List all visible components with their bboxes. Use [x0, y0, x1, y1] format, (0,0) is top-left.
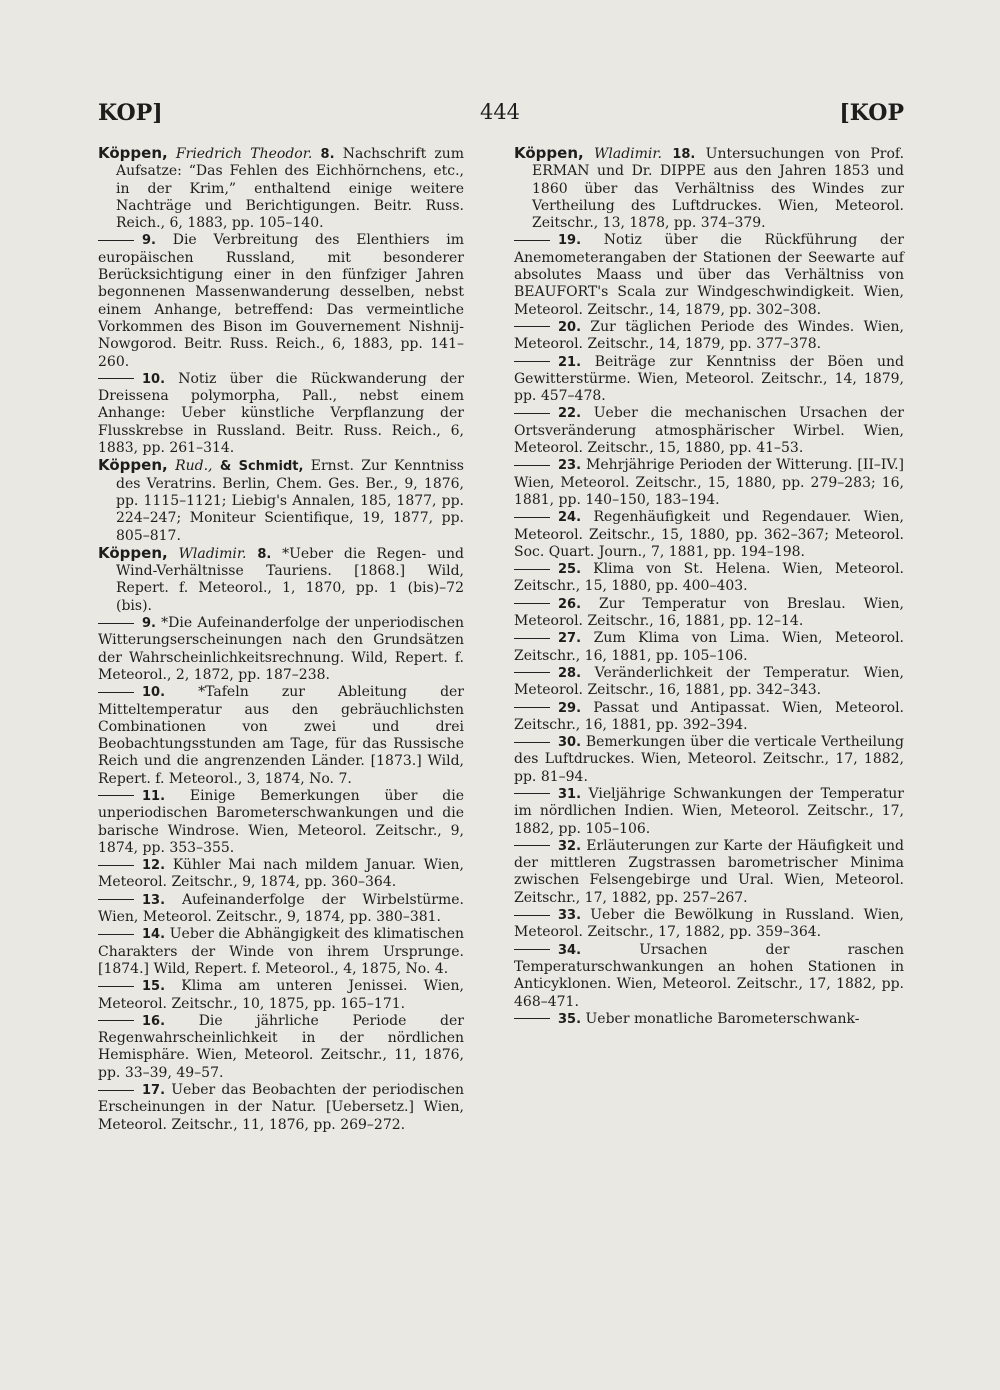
entry-text: Beiträge zur Kenntniss der Böen und Gewitterstürme. Wien, Meteorol. Zeitschr., 14, 1879, pp. 457–478. [514, 353, 904, 405]
bibliography-entry [98, 926, 464, 978]
ditto-dash [514, 240, 550, 241]
entry-number: 29. [558, 700, 582, 716]
bibliography-entry [514, 700, 904, 735]
entry-number: 17. [142, 1083, 166, 1099]
ditto-dash [514, 949, 550, 950]
entry-number: 31. [558, 786, 582, 802]
bibliography-entry [98, 978, 464, 1013]
bibliography-entry [514, 457, 904, 509]
bibliography-entry [514, 1011, 904, 1028]
entry-text: Ueber die Abhängigkeit des klimatischen Charakters der Winde von ihrem Ursprunge. [1874.] Wild, Repert. f. Meteorol., 4, 1875, No. 4. [98, 926, 465, 977]
entry-text: Ueber die Bewölkung in Russland. Wien, Meteorol. Zeitschr., 17, 1882, pp. 359–364. [514, 907, 904, 941]
entry-text: Regenhäufigkeit und Regendauer. Wien, Meteorol. Zeitschr., 15, 1880, pp. 362–367; Meteorol. Soc. Quart. Journ., 7, 1881, pp. 194–198. [514, 509, 905, 560]
entry-text: Notiz über die Rückwanderung der Dreissena polymorpha, Pall., nebst einem Anhange: Ueber künstliche Verpflanzung der Flusskrebse in Russland. Beitr. Russ. Reich., 6, 1883, pp. 261–314. [98, 370, 465, 457]
entry-number: 21. [558, 354, 582, 370]
entry-number: 9. [142, 616, 156, 632]
ditto-dash [514, 603, 550, 604]
entry-number: 34. [558, 942, 582, 958]
bibliography-entry [98, 684, 464, 788]
bibliography-entry [514, 838, 904, 907]
entry-number: 32. [558, 838, 582, 854]
entry-number: 25. [558, 562, 582, 578]
ditto-dash [514, 793, 550, 794]
bibliography-entry [514, 509, 904, 561]
entry-number: 20. [558, 319, 582, 335]
ditto-dash [514, 569, 550, 570]
entry-text: Ueber monatliche Barometerschwank- [585, 1010, 860, 1027]
entry-number: 19. [558, 233, 582, 249]
entry-text: Untersuchungen von Prof. ERMAN und Dr. DIPPE aus den Jahren 1853 und 1860 über das Verhältniss des Windes zur Vertheilung des Luftdruckes. Wien, Meteorol. Zeitschr., 13, 1878, pp. 374–379. [532, 146, 905, 232]
ditto-dash [98, 795, 134, 796]
bibliography-entry [514, 561, 904, 596]
entry-text: Ueber das Beobachten der periodischen Erscheinungen in der Natur. [Uebersetz.] Wien, Meteorol. Zeitschr., 11, 1876, pp. 269–272. [98, 1082, 465, 1133]
ditto-dash [514, 517, 550, 518]
ditto-dash [514, 915, 550, 916]
bibliography-entry [514, 907, 904, 942]
entry-text: Zur täglichen Periode des Windes. Wien, Meteorol. Zeitschr., 14, 1879, pp. 377–378. [514, 318, 904, 353]
right-column [514, 145, 904, 1028]
bibliography-entry [514, 786, 904, 838]
entry-text: Zum Klima von Lima. Wien, Meteorol. Zeitschr., 16, 1881, pp. 105–106. [514, 630, 905, 664]
ditto-dash [98, 865, 134, 866]
ditto-dash [514, 742, 550, 743]
author-given-name: Friedrich Theodor. [175, 146, 313, 162]
bibliography-entry [514, 665, 904, 700]
entry-number: 14. [142, 927, 166, 943]
author-given-name: Wladimir. [178, 545, 247, 562]
running-head-left: KOP] [98, 100, 163, 126]
bibliography-entry [98, 892, 464, 927]
bibliography-entry [98, 1082, 464, 1134]
ditto-dash [98, 899, 134, 900]
bibliography-entry [98, 145, 464, 232]
bibliography-entry [514, 734, 904, 786]
entry-number: 16. [142, 1013, 166, 1029]
ditto-dash [514, 672, 550, 673]
bibliography-entry [514, 319, 904, 354]
entry-number: 24. [558, 510, 582, 526]
bibliography-entry [98, 857, 464, 892]
entry-number: 10. [142, 685, 166, 701]
ditto-dash [514, 707, 550, 708]
bibliography-entry [514, 942, 904, 1011]
author-given-name: Wladimir. [594, 146, 663, 162]
entry-text: Ursachen der raschen Temperaturschwankungen an hohen Stationen in Anticyklonen. Wien, Meteorol. Zeitschr., 17, 1882, pp. 468–471. [514, 941, 904, 1010]
ditto-dash [98, 240, 134, 241]
entry-number: 22. [558, 406, 582, 422]
author-name: Köppen, [98, 543, 168, 562]
entry-text: Klima am unteren Jenissei. Wien, Meteorol. Zeitschr., 10, 1875, pp. 165–171. [98, 978, 465, 1012]
bibliography-entry [514, 145, 904, 232]
bibliography-entry [98, 615, 464, 684]
entry-number: 12. [142, 858, 166, 874]
entry-number: 28. [558, 665, 582, 681]
entry-text: Nachschrift zum Aufsatze: “Das Fehlen des Eichhörnchens, etc., in der Krim,” enthaltend einige weitere Nachträge und Berichtigungen. Beitr. Russ. Reich., 6, 1883, pp. 105–140. [116, 146, 465, 232]
page-number: 444 [479, 100, 521, 124]
entry-number: 30. [558, 735, 582, 751]
ditto-dash [98, 623, 134, 624]
ditto-dash [98, 692, 134, 693]
entry-text: Veränderlichkeit der Temperatur. Wien, Meteorol. Zeitschr., 16, 1881, pp. 342–343. [514, 664, 904, 699]
entry-text: Erläuterungen zur Karte der Häufigkeit und der mittleren Zugstrassen barometrischer Minima zwischen Felsengebirge und Ural. Wien, Meteorol. Zeitschr., 17, 1882, pp. 257–267. [514, 837, 905, 906]
entry-text: Vieljährige Schwankungen der Temperatur im nördlichen Indien. Wien, Meteorol. Zeitschr., 17, 1882, pp. 105–106. [514, 785, 904, 837]
bibliography-entry [514, 596, 904, 631]
author-name: Köppen, [98, 144, 168, 162]
author-given-name: Rud., [175, 458, 213, 475]
entry-number: & Schmidt, [219, 459, 304, 475]
bibliography-entry [98, 371, 464, 457]
entry-text: *Ueber die Regen- und Wind-Verhältnisse Tauriens. [1868.] Wild, Repert. f. Meteorol., 1, 1870, pp. 1 (bis)–72 (bis). [116, 545, 465, 614]
bibliography-entry [98, 1013, 464, 1082]
entry-number: 13. [142, 892, 166, 908]
bibliography-entry [514, 354, 904, 406]
bibliography-entry [98, 788, 464, 857]
bibliography-entry [514, 232, 904, 318]
entry-number: 33. [558, 908, 582, 924]
ditto-dash [514, 638, 550, 639]
entry-number: 9. [142, 233, 156, 249]
author-name: Köppen, [98, 456, 168, 475]
entry-number: 8. [257, 546, 272, 562]
entry-number: 26. [558, 596, 582, 612]
entry-number: 23. [558, 458, 582, 474]
entry-text: Aufeinanderfolge der Wirbelstürme. Wien, Meteorol. Zeitschr., 9, 1874, pp. 380–381. [98, 891, 465, 926]
entry-text: Zur Temperatur von Breslau. Wien, Meteorol. Zeitschr., 16, 1881, pp. 12–14. [514, 595, 905, 630]
entry-number: 8. [320, 147, 335, 162]
entry-text: Klima von St. Helena. Wien, Meteorol. Zeitschr., 15, 1880, pp. 400–403. [514, 561, 904, 595]
bibliography-entry [514, 405, 904, 457]
ditto-dash [514, 1018, 550, 1019]
entry-text: Die jährliche Periode der Regenwahrscheinlichkeit in der nördlichen Hemisphäre. Wien, Meteorol. Zeitschr., 11, 1876, pp. 33–39, 49–57. [98, 1012, 464, 1081]
entry-text: Kühler Mai nach mildem Januar. Wien, Meteorol. Zeitschr., 9, 1874, pp. 360–364. [98, 857, 464, 891]
bibliography-entry [514, 630, 904, 665]
entry-number: 27. [558, 631, 582, 647]
ditto-dash [98, 934, 134, 935]
entry-number: 11. [142, 788, 166, 804]
entry-text: *Tafeln zur Ableitung der Mitteltemperatur aus den gebräuchlichsten Combinationen von zwei und drei Beobachtungsstunden am Tage, für das Russische Reich und die angrenzenden Länder. [1873.] Wild, Repert. f. Meteorol., 3, 1874, No. 7. [98, 684, 465, 787]
entry-text: Ueber die mechanischen Ursachen der Ortsveränderung atmosphärischer Wirbel. Wien, Meteorol. Zeitschr., 15, 1880, pp. 41–53. [514, 405, 904, 457]
bibliography-entry [98, 457, 464, 544]
entry-text: Die Verbreitung des Elenthiers im europäischen Russland, mit besonderer Berücksichtigung einer in den fünfziger Jahren begonnenen Massenwanderung desselben, nebst einem Anhange, betreffend: Das vermeintliche Vorkommen des Bison im Gouvernement Nishnij-Nowgorod. Beitr. Russ. Reich., 6, 1883, pp. 141–260. [98, 232, 464, 370]
ditto-dash [98, 378, 134, 379]
author-name: Köppen, [514, 144, 584, 162]
ditto-dash [514, 413, 550, 414]
ditto-dash [514, 845, 550, 846]
ditto-dash [514, 326, 550, 327]
running-head-right: [KOP [839, 100, 904, 126]
entry-text: Notiz über die Rückführung der Anemometerangaben der Stationen der Seewarte auf absolutes Maass und über das Verhältniss von BEAUFORT's Scala zur Windgeschwindigkeit. Wien, Meteorol. Zeitschr., 14, 1879, pp. 302–308. [514, 232, 904, 318]
bibliography-entry [98, 545, 464, 615]
entry-text: Mehrjährige Perioden der Witterung. [II–IV.] Wien, Meteorol. Zeitschr., 15, 1880, pp. 279–283; 16, 1881, pp. 140–150, 183–194. [514, 457, 904, 508]
entry-text: Bemerkungen über die verticale Vertheilung des Luftdruckes. Wien, Meteorol. Zeitschr., 17, 1882, pp. 81–94. [514, 734, 904, 785]
entry-number: 10. [142, 371, 166, 387]
entry-text: Einige Bemerkungen über die unperiodischen Barometerschwankungen und die barische Windrose. Wien, Meteorol. Zeitschr., 9, 1874, pp. 353–355. [98, 787, 464, 856]
ditto-dash [514, 465, 550, 466]
entry-text: Passat und Antipassat. Wien, Meteorol. Zeitschr., 16, 1881, pp. 392–394. [514, 699, 904, 733]
entry-number: 18. [672, 147, 696, 162]
ditto-dash [98, 1020, 134, 1021]
left-column [98, 145, 464, 1134]
entry-text: Ernst. Zur Kenntniss des Veratrins. Berlin, Chem. Ges. Ber., 9, 1876, pp. 1115–1121; Liebig's Annalen, 185, 1877, pp. 224–247; Moniteur Scientifique, 19, 1877, pp. 805–817. [116, 458, 464, 544]
ditto-dash [98, 1090, 134, 1091]
bibliography-entry [98, 232, 464, 370]
ditto-dash [514, 361, 550, 362]
entry-text: *Die Aufeinanderfolge der unperiodischen Witterungserscheinungen nach den Grundsätzen der Wahrscheinlichkeitsrechnung. Wild, Repert. f. Meteorol., 2, 1872, pp. 187–238. [98, 615, 465, 683]
entry-number: 35. [558, 1011, 582, 1027]
ditto-dash [98, 986, 134, 987]
entry-number: 15. [142, 979, 166, 995]
